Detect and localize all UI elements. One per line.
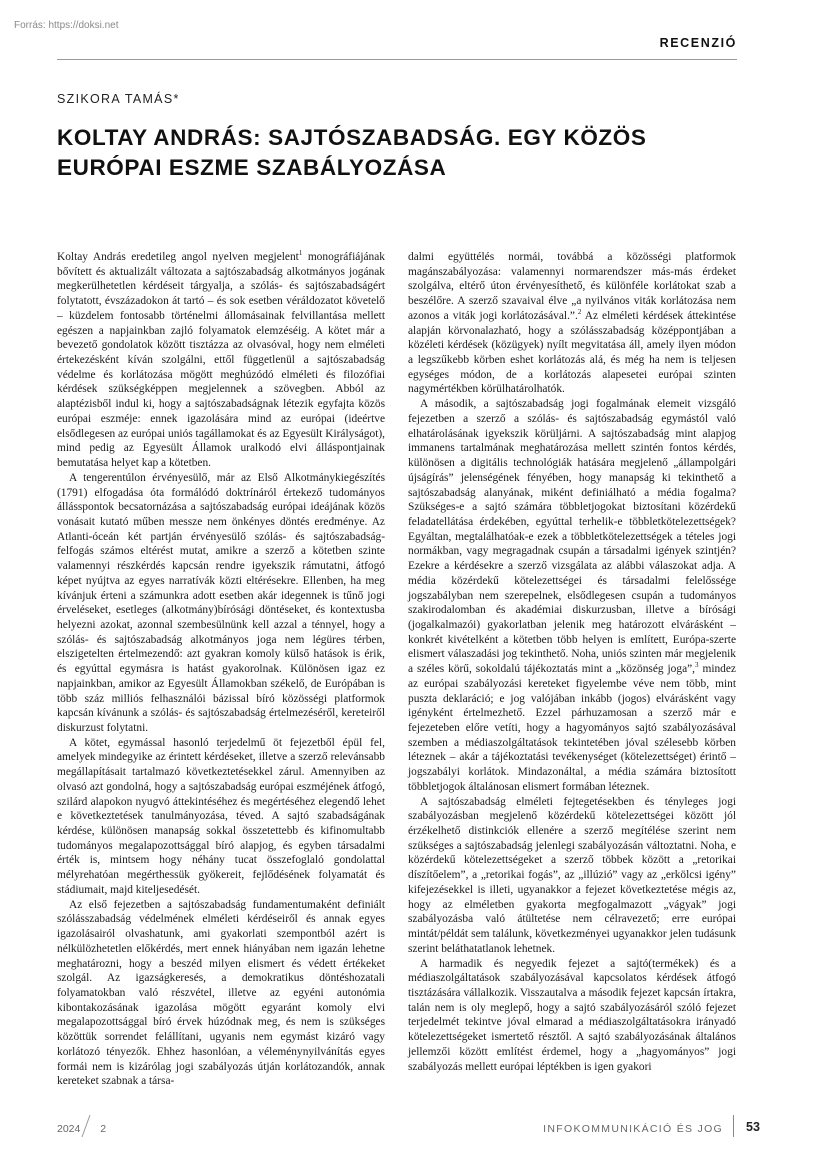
paragraph: dalmi együttélés normái, továbbá a közösségi platformok magánszabályozása: valamennyi normarendszer más-más érdeket szolgálva, eltérő úton érvényesíthető, és különféle korlátokat szab a beszélőre. A szerző szavaival élve „a nyilvános viták korlátozása nem azonos a viták jogi korlátozásával.”.$^2$ Az elméleti kérdések áttekintése alapján körvonalazható, hogy a szólásszabadság középpontjában a közéleti kérdések (közügyek) nyílt megvitatása áll, amely ilyen módon a legszűkebb körben eshet korlátozás alá, és még ha nem is teljesen egységes módon, de a korlátozás alapesetei európai szinten nagymértékben körülhatárolhatók. (408, 251, 736, 396)
source-note: Forrás: https://doksi.net (14, 20, 119, 31)
paragraph: A tengerentúlon érvényesülő, már az Első Alkotmánykiegészítés (1791) elfogadása óta formálódó doktrínáról értekező tudományos állásspontok becsatornázása a sajtószabadság európai ideájának közös vonásait kutató műben messze nem önkényes döntés eredménye. Az Atlanti-óceán két partján érvényesülő szólás- és sajtószabadság-felfogás számos eltérést mutat, amikre a szerző a kötetben szinte valamennyi részkérdés kapcsán rendre igyekszik rámutatni, átfogó képet nyújtva az egyes narratívák közti eltérésekre. Ellenben, ha meg kívánjuk érteni a számunkra adott esetben akár idegennek is tűnő jogi érveléseket, esetleges (alkotmány)bírósági döntéseket, és kontextusba helyezni azokat, azonnal szembesülnünk kell azzal a ténnyel, hogy a szólás- és sajtószabadság alkotmányos joga nem légüres térben, elszigetelten értelmezendő: azt gyakran komoly külső hatások is érik, és egyúttal egymásra is hatást gyakorolnak. Különösen igaz ez napjainkban, amikor az Egyesült Államokban székelő, de Európában is több száz milliós felhasználói bázissal bíró közösségi platformok kapcsán kívánunk a szólás- és sajtószabadság értelmezéséről, kereteiről diskurzust folytatni. (57, 471, 385, 734)
article-author: SZIKORA TAMÁS* (57, 92, 180, 106)
header-divider (57, 59, 737, 60)
body-column-right (408, 250, 736, 1074)
paragraph: A második, a sajtószabadság jogi fogalmának elemeit vizsgáló fejezetben a szerző a szólás- és sajtószabadság egymástól való elhatárolásának igyekszik körüljárni. A sajtószabadság mint alapjog immanens tartalmának meghatározása mellett szintén fontos kérdés, különösen a digitális technológiák hatására megjelenő „állampolgári újságírás” jelenségének fényében, hogy manapság ki tekinthető a sajtószabadság alanyának, miként definiálható a média fogalma? Szükséges-e a sajtó számára többletjogokat biztosítani közérdekű feladatellátása érdekében, egyúttal terhelik-e többletkötelezettségek? Egyáltan, megtalálhatóak-e ezek a többletkötelezettségek a tételes jogi normákban, vagy megragadnak csupán a társadalmi igények szintjén? Ezekre a kérdésekre a szerző vizsgálata az alábbi válaszokat adja. A média közérdekű kötelezettségei és társadalmi felelőssége jogszabályban nem szerepelnek, elsődlegesen csupán a tudományos szakirodalomban és akadémiai diskurzusban, illetve a bírósági (jogalkalmazói) gyakorlatban jelenik meg határozott elvárásként – konkrét kivételként a kötetben több helyen is említett, Európa-szerte elismert válaszadási jog tekinthető. Noha, uniós szinten már megjelenik a széles körű, sokoldalú tájékoztatás mint a „közönség joga”,$^3$ mindez az európai szabályozási kereteket figyelembe véve nem több, mint puszta deklaráció; e jog valójában inkább (jogos) elvárásként vagy igényként értelmezhető. Ezzel párhuzamosan a szerző már e fejezeteben előre vetíti, hogy a hagyományos sajtó szabályozásával szemben a médiaszolgáltatások tekintetében jóval szélesebb körben léteznek – akár a tájékoztatási tevékenységet (kötelezettséget) érintő – jogszabályi korlátok. Mindazonáltal, a média számára biztosított többletjogok általánosan elismert formában léteznek. (408, 398, 736, 793)
footer-divider (733, 1115, 734, 1137)
footer-slash-divider (81, 1114, 91, 1138)
paragraph: Koltay András eredetileg angol nyelven megjelent$^1$ monográfiájának bővített és aktualizált változata a sajtószabadság alkotmányos jogának megkerülhetetlen kérdéseit tárgyalja, a szólás- és sajtószabadságért folytatott, évszázadokon át tartó – és sok esetben véráldozatot követelő – küzdelem fontosabb történelmi állomásainak felvillantása mellett egészen a napjainkban zajló folyamatok elemzéséig. A kötet már a bevezető gondolatok között tisztázza az olvasóval, hogy nem elméleti értekezésként kíván szolgálni, ettől függetlenül a sajtószabadság védelme és korlátozása mögött meghúzódó elméleti és filozófiai kérdések szükségképpen megjelennek a szövegben. Abból az alaptézisből indul ki, hogy a sajtószabadságnak létezik egyfajta közös európai eszméje: ennek igazolására mind az európai (ideértve elsődlegesen az európai uniós tagállamokat és az Egyesült Királyságot), mind pedig az Egyesült Államok uralkodó elvi álláspontjainak bemutatása helyet kap a kötetben. (57, 249, 386, 470)
paragraph: Az első fejezetben a sajtószabadság fundamentumaként definiált szólásszabadság védelmének elméleti kérdéseiről és annak egyes igazolásairól olvashatunk, ami gyakorlati szempontból azért is nélkülözhetetlen előkérdés, mert ennek hiányában nem igazán lehetne meghatározni, hogy a beszéd milyen elismert és védett értékeket szolgál. Az igazságkeresés, a demokratikus döntéshozatali folyamatokban való részvétel, illetve az egyéni autonómia kibontakozásának igazolása mögött egyaránt komoly elvi megalapozottsággal bíró érvek húzódnak meg, és nem is szükséges közöttük sorrendet felállítani, ugyanis nem egymást kizáró vagy korlátozó tényezők. Ehhez hasonlóan, a véleménynyilvánítás egyes formái nem is kizárólag jogi szabályozás útján korlátozandók, annak kereteket szabnak a társa- (57, 898, 385, 1088)
footnote-ref: 3 (695, 661, 699, 670)
section-label: RECENZIÓ (659, 36, 737, 50)
footnote-ref: 1 (298, 249, 303, 258)
paragraph: A sajtószabadság elméleti fejtegetésekben és tényleges jogi szabályozásban megjelenő közérdekű kötelezettségei között jól érzékelhető distinkciók ellenére a szerző megítélése szerint nem szükséges a sajtószabadság jelenlegi szabályozásán változtatni. Noha, e közérdekű kötelezettségeket a szerző többek között a „retorikai díszítőelem”, a „retorikai fogás”, az „illúzió” vagy az „erkölcsi igény” kifejezésekkel is illeti, ugyanakkor a fejezet következtetése mégis az, hogy az elméletben gyakorta megfogalmazott „vágyak” jogi szabályozásba való átültetése nem célravezető; erre európai mintát/példát sem találunk, következményei ugyanakkor jelen tudásunk szerint beláthatatlanok lehetnek. (408, 795, 736, 955)
paragraph: A kötet, egymással hasonló terjedelmű öt fejezetből épül fel, amelyek mindegyike az érintett kérdéseket, illetve a szerző relevánsabb megállapításait tartalmazó következtetésekkel zárul. Amennyiben az olvasó azt gondolná, hogy a sajtószabadság európai eszméjének átfogó, szilárd alapokon nyugvó áttekintéséhez és megértéséhez elegendő lehet e következtetések tanulmányozása, téved. A sajtó szabadságának kérdése, különösen manapság sokkal összetettebb és kifinomultabb tudományos megalapozottsággal bíró alapjog, és egyben társadalmi érték is, mintsem hogy néhány tucat összefoglaló gondolattal mélyrehatóan megérthessük gyökereit, fejlődésének folyamatát és stádiumait, majd kiteljesedését. (57, 736, 385, 896)
paragraph: A harmadik és negyedik fejezet a sajtó(termékek) és a médiaszolgáltatások szabályozásával kapcsolatos kérdések átfogó tisztázására vállalkozik. Visszautalva a második fejezet kapcsán írtakra, talán nem is oly meglepő, hogy a sajtó szabályozásáról szóló fejezet terjedelmét tekintve jóval elmarad a médiaszolgáltatásokra irányadó kötelezettségeket ismertető résztől. A sajtó szabályozásának általános jellemzői között említést érdemel, hogy a „hagyományos” jogi szabályozás mellett európai léptékben is igen gyakori (408, 957, 736, 1073)
article-title: KOLTAY ANDRÁS: SAJTÓSZABADSÁG. EGY KÖZÖS EURÓPAI ESZME SZABÁLYOZÁSA (57, 125, 647, 180)
footer-year: 2024 (57, 1123, 81, 1135)
page-number: 53 (746, 1120, 760, 1134)
footer-journal-name: INFOKOMMUNIKÁCIÓ ÉS JOG (543, 1123, 723, 1135)
footer-issue-number: 2 (100, 1123, 107, 1135)
body-column-left (57, 250, 385, 1089)
footnote-ref: 2 (577, 308, 582, 317)
